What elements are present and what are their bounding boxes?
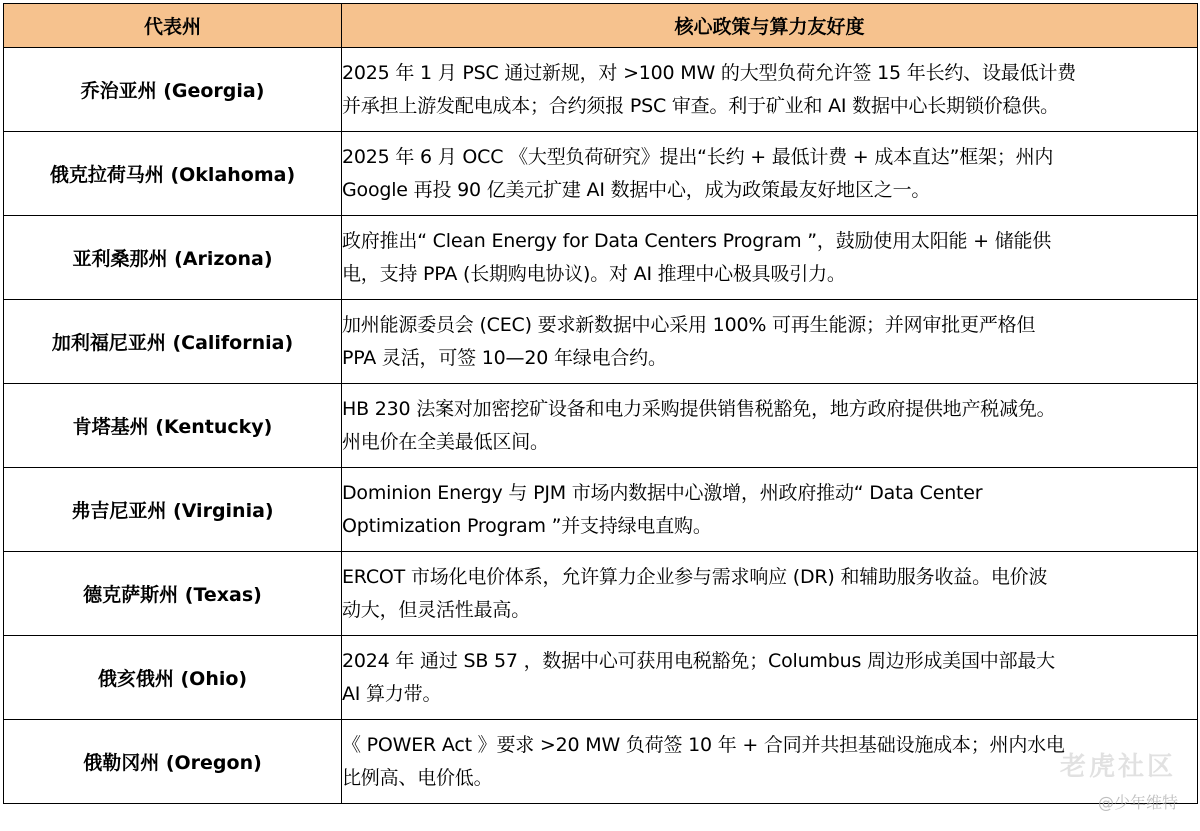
column-header-state: 代表州 [4,4,342,48]
policy-line: Dominion Energy 与 PJM 市场内数据中心激增，州政府推动“ Data Center [342,481,983,504]
state-cell: 乔治亚州 (Georgia) [4,48,342,132]
policy-line: 动大，但灵活性最高。 [342,598,531,621]
policy-line: AI 算力带。 [342,682,442,705]
policy-line: 2025 年 1 月 PSC 通过新规，对 >100 MW 的大型负荷允许签 15 年长约、设最低计费 [342,61,1076,84]
policy-line: 比例高、电价低。 [342,766,493,789]
policy-line: Google 再投 90 亿美元扩建 AI 数据中心，成为政策最友好地区之一。 [342,178,931,201]
state-cell: 俄克拉荷马州 (Oklahoma) [4,132,342,216]
table-row [4,132,1198,216]
policy-cell [342,48,1198,132]
state-cell: 弗吉尼亚州 (Virginia) [4,468,342,552]
policy-line: 电，支持 PPA (长期购电协议)。对 AI 推理中心极具吸引力。 [342,262,846,285]
table-row [4,552,1198,636]
policy-cell [342,552,1198,636]
state-cell: 加利福尼亚州 (California) [4,300,342,384]
state-cell: 肯塔基州 (Kentucky) [4,384,342,468]
policy-cell [342,132,1198,216]
column-header-policy: 核心政策与算力友好度 [342,4,1198,48]
policy-line: ERCOT 市场化电价体系，允许算力企业参与需求响应 (DR) 和辅助服务收益。电价波 [342,565,1048,588]
table-row [4,300,1198,384]
table-row [4,720,1198,804]
watermark-author: @少年维特 [1097,793,1178,812]
policy-line: 州电价在全美最低区间。 [342,430,549,453]
policy-line: 《 POWER Act 》要求 >20 MW 负荷签 10 年 + 合同并共担基础设施成本；州内水电 [342,733,1065,756]
state-cell: 俄勒冈州 (Oregon) [4,720,342,804]
table-row [4,384,1198,468]
table-row [4,468,1198,552]
state-cell: 俄亥俄州 (Ohio) [4,636,342,720]
policy-cell [342,636,1198,720]
policy-cell [342,468,1198,552]
table-header-row [4,4,1198,48]
watermark-logo: 老虎社区 [1059,752,1176,782]
policy-table [3,3,1198,804]
policy-line: 2024 年 通过 SB 57 ，数据中心可获用电税豁免；Columbus 周边形成美国中部最大 [342,649,1055,672]
policy-line: HB 230 法案对加密挖矿设备和电力采购提供销售税豁免，地方政府提供地产税减免。 [342,397,1056,420]
policy-line: 2025 年 6 月 OCC 《大型负荷研究》提出“长约 + 最低计费 + 成本直达”框架；州内 [342,145,1054,168]
policy-line: 加州能源委员会 (CEC) 要求新数据中心采用 100% 可再生能源；并网审批更严格但 [342,313,1036,336]
table-row [4,48,1198,132]
policy-line: 并承担上游发配电成本；合约须报 PSC 审查。利于矿业和 AI 数据中心长期锁价稳供。 [342,94,1059,117]
policy-line: Optimization Program ”并支持绿电直购。 [342,514,712,537]
state-cell: 亚利桑那州 (Arizona) [4,216,342,300]
policy-line: 政府推出“ Clean Energy for Data Centers Program ”，鼓励使用太阳能 + 储能供 [342,229,1052,252]
table-row [4,636,1198,720]
state-cell: 德克萨斯州 (Texas) [4,552,342,636]
policy-cell [342,216,1198,300]
policy-cell [342,300,1198,384]
policy-cell [342,384,1198,468]
table-row [4,216,1198,300]
policy-line: PPA 灵活，可签 10—20 年绿电合约。 [342,346,667,369]
